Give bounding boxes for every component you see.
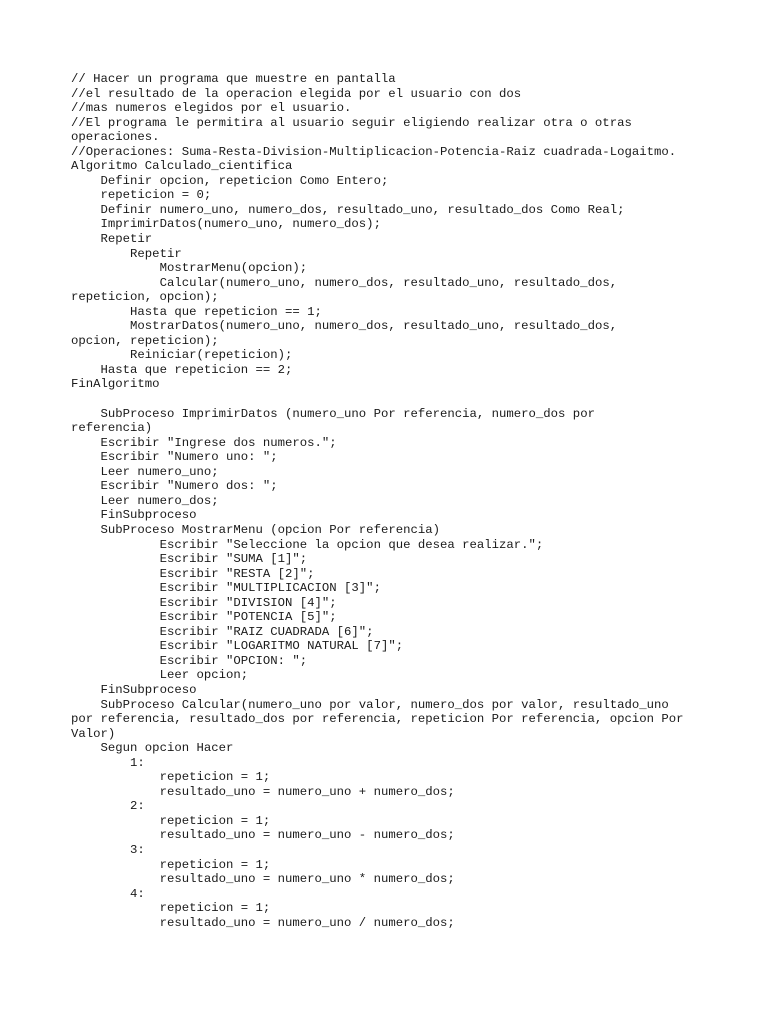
code-line: Leer numero_uno;	[71, 464, 219, 479]
code-line: por referencia, resultado_dos por referencia, repeticion Por referencia, opcion Por	[71, 712, 684, 727]
code-line: Repetir	[71, 246, 182, 261]
code-line: Escribir "DIVISION [4]";	[71, 595, 337, 610]
code-line: Definir opcion, repeticion Como Entero;	[71, 173, 389, 188]
code-line: resultado_uno = numero_uno - numero_dos;	[71, 828, 455, 843]
code-line: Escribir "SUMA [1]";	[71, 552, 308, 567]
code-line: Hasta que repeticion == 1;	[71, 304, 322, 319]
code-line: Hasta que repeticion == 2;	[71, 362, 293, 377]
code-line: FinSubproceso	[71, 682, 197, 697]
code-line: repeticion = 0;	[71, 188, 212, 203]
code-line: Algoritmo Calculado_cientifica	[71, 159, 293, 174]
code-line: Escribir "Numero dos: ";	[71, 479, 278, 494]
code-line: Escribir "LOGARITMO NATURAL [7]";	[71, 639, 404, 654]
code-line: MostrarMenu(opcion);	[71, 261, 308, 276]
code-line: Escribir "Numero uno: ";	[71, 450, 278, 465]
code-line: Escribir "MULTIPLICACION [3]";	[71, 581, 381, 596]
code-line: repeticion = 1;	[71, 857, 271, 872]
code-line: MostrarDatos(numero_uno, numero_dos, resultado_uno, resultado_dos,	[71, 319, 618, 334]
code-line: 3:	[71, 842, 145, 857]
code-line: Valor)	[71, 726, 116, 741]
code-line: Escribir "RESTA [2]";	[71, 566, 315, 581]
code-line: 4:	[71, 886, 145, 901]
code-line: repeticion = 1;	[71, 901, 271, 916]
code-line: ImprimirDatos(numero_uno, numero_dos);	[71, 217, 381, 232]
code-line: //Operaciones: Suma-Resta-Division-Multiplicacion-Potencia-Raiz cuadrada-Logaitmo.	[71, 144, 677, 159]
code-line: Segun opcion Hacer	[71, 741, 234, 756]
code-line	[71, 392, 711, 407]
code-line: //el resultado de la operacion elegida por el usuario con dos	[71, 86, 522, 101]
code-line: Leer numero_dos;	[71, 493, 219, 508]
code-line: //mas numeros elegidos por el usuario.	[71, 101, 352, 116]
code-line: opcion, repeticion);	[71, 333, 219, 348]
code-line: 2:	[71, 799, 145, 814]
code-line: Escribir "POTENCIA [5]";	[71, 610, 337, 625]
code-line: Leer opcion;	[71, 668, 249, 683]
code-line: Calcular(numero_uno, numero_dos, resultado_uno, resultado_dos,	[71, 275, 618, 290]
code-line: FinAlgoritmo	[71, 377, 160, 392]
pseudocode-listing	[71, 72, 711, 930]
code-line: SubProceso MostrarMenu (opcion Por referencia)	[71, 522, 440, 537]
code-line: Escribir "Seleccione la opcion que desea realizar.";	[71, 537, 544, 552]
code-line: Definir numero_uno, numero_dos, resultado_uno, resultado_dos Como Real;	[71, 202, 625, 217]
code-line: Repetir	[71, 232, 153, 247]
code-line: resultado_uno = numero_uno * numero_dos;	[71, 872, 455, 887]
code-line: repeticion, opcion);	[71, 290, 219, 305]
code-line: Escribir "Ingrese dos numeros.";	[71, 435, 337, 450]
code-line: Escribir "RAIZ CUADRADA [6]";	[71, 624, 374, 639]
code-line: Escribir "OPCION: ";	[71, 653, 308, 668]
code-line: SubProceso Calcular(numero_uno por valor, numero_dos por valor, resultado_uno	[71, 697, 669, 712]
code-line: // Hacer un programa que muestre en pantalla	[71, 72, 396, 86]
code-line: repeticion = 1;	[71, 770, 271, 785]
code-line: operaciones.	[71, 130, 160, 145]
code-line: SubProceso ImprimirDatos (numero_uno Por referencia, numero_dos por	[71, 406, 595, 421]
code-line: FinSubproceso	[71, 508, 197, 523]
code-line: //El programa le permitira al usuario seguir eligiendo realizar otra o otras	[71, 115, 632, 130]
code-line: resultado_uno = numero_uno / numero_dos;	[71, 915, 455, 930]
code-line: repeticion = 1;	[71, 813, 271, 828]
code-line: referencia)	[71, 421, 153, 436]
code-line: resultado_uno = numero_uno + numero_dos;	[71, 784, 455, 799]
code-line: 1:	[71, 755, 145, 770]
code-line: Reiniciar(repeticion);	[71, 348, 293, 363]
